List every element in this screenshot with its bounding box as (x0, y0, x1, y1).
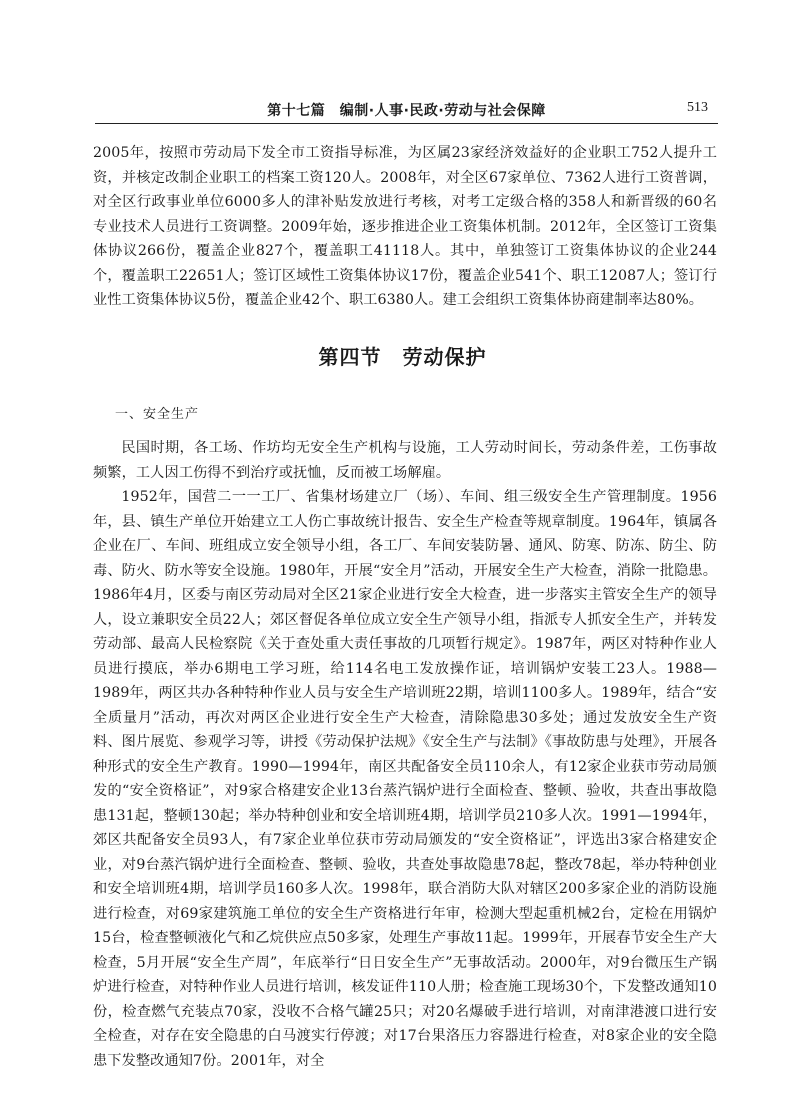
running-header (95, 100, 718, 124)
continued-paragraph: 2005年，按照市劳动局下发全市工资指导标准，为区属23家经济效益好的企业职工752人提升工资，并核定改制企业职工的档案工资120人。2008年，对全区67家单位、7362人进行工资普调，对全区行政事业单位6000多人的津补贴发放进行考核，对考工定级合格的358人和新晋级的60名专业技术人员进行工资调整。2009年始，逐步推进企业工资集体机制。2012年，全区签订工资集体协议266份，覆盖企业827个，覆盖职工41118人。其中，单独签订工资集体协议的企业244个，覆盖职工22651人；签订区域性工资集体协议17份，覆盖企业541个、职工12087人；签订行业性工资集体协议5份，覆盖企业42个、职工6380人。建工会组织工资集体协商建制率达80%。 (93, 145, 717, 308)
paragraph: 民国时期，各工场、作坊均无安全生产机构与设施，工人劳动时间长，劳动条件差，工伤事故频繁，工人因工伤得不到治疗或抚恤，反而被工场解雇。 (93, 440, 717, 481)
paragraph: 1952年，国营二一一工厂、省集材场建立厂（场）、车间、组三级安全生产管理制度。1956年，县、镇生产单位开始建立工人伤亡事故统计报告、安全生产检查等规章制度。1964年，镇属各企业在厂、车间、班组成立安全领导小组，各工厂、车间安装防暑、通风、防寒、防冻、防尘、防毒、防火、防水等安全设施。1980年，开展“安全月”活动，开展安全生产大检查，消除一批隐患。1986年4月，区委与南区劳动局对全区21家企业进行安全大检查，进一步落实主管安全生产的领导人，设立兼职安全员22人；郊区督促各单位成立安全生产领导小组，指派专人抓安全生产，并转发劳动部、最高人民检察院《关于查处重大责任事故的几项暂行规定》。1987年，两区对特种作业人员进行摸底，举办6期电工学习班，给114名电工发放操作证，培训锅炉安装工23人。1988—1989年，两区共办各种特种作业人员与安全生产培训班22期，培训1100多人。1989年，结合“安全质量月”活动，再次对两区企业进行安全生产大检查，清除隐患30多处；通过发放安全生产资料、图片展览、参观学习等，讲授《劳动保护法规》《安全生产与法制》《事故防患与处理》，开展各种形式的安全生产教育。1990—1994年，南区共配备安全员110余人，有12家企业获市劳动局颁发的“安全资格证”，对9家合格建安企业13台蒸汽锅炉进行全面检查、整顿、验收，共查出事故隐患131起，整顿130起；举办特种创业和安全培训班4期，培训学员210多人次。1991—1994年，郊区共配备安全员93人，有7家企业单位获市劳动局颁发的“安全资格证”，评选出3家合格建安企业，对9台蒸汽锅炉进行全面检查、整顿、验收，共查处事故隐患78起，整改78起，举办特种创业和安全培训班4期，培训学员160多人次。1998年，联合消防大队对辖区200多家企业的消防设施进行检查，对69家建筑施工单位的安全生产资格进行年审，检测大型起重机械2台，定检在用锅炉15台，检查整顿液化气和乙烷供应点50多家，处理生产事故11起。1999年，开展春节安全生产大检查，5月开展“安全生产周”，年底举行“日日安全生产”无事故活动。2000年，对9台微压生产锅炉进行检查，对特种作业人员进行培训，核发证件110人册；检查施工现场30个，下发整改通知10份，检查燃气充装点70家，没收不合格气罐25只；对20名爆破手进行培训，对南津港渡口进行安全检查，对存在安全隐患的白马渡实行停渡；对17台果洛压力容器进行检查，对8家企业的安全隐患下发整改通知7份。2001年，对全 (93, 489, 717, 1069)
section-title: 第四节 劳动保护 (318, 345, 487, 369)
continued-text-block (93, 141, 717, 313)
section-body (93, 436, 717, 1073)
subsection-title: 一、安全生产 (115, 407, 200, 422)
header-title: 第十七篇 编制·人事·民政·劳动与社会保障 (267, 103, 546, 119)
page-number: 513 (687, 100, 708, 115)
header-rule (95, 123, 718, 124)
